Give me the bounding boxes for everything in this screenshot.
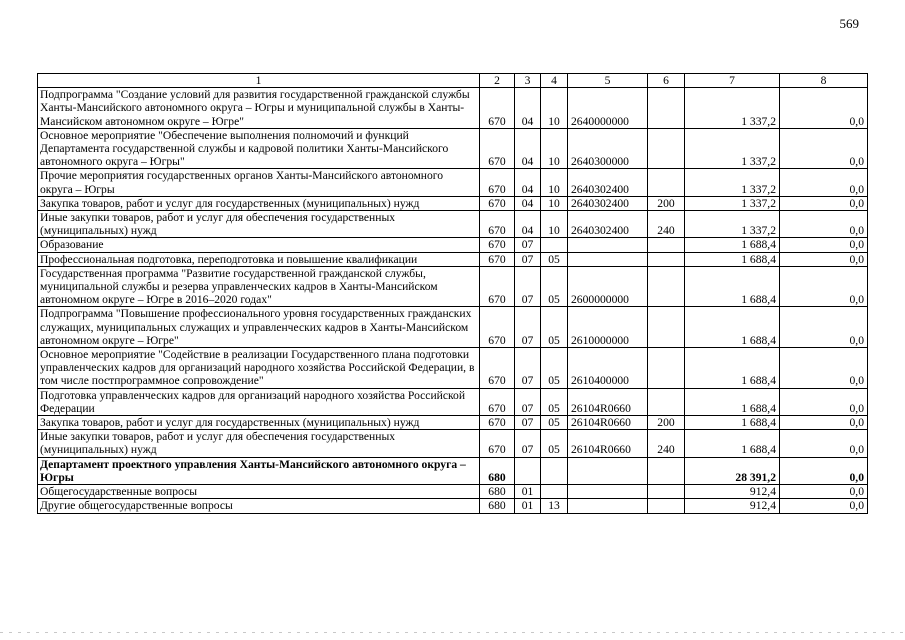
cell-target-article: 2640000000 — [568, 88, 648, 129]
cell-ministry-code: 670 — [480, 307, 515, 348]
cell-amount: 1 688,4 — [685, 348, 780, 389]
header-cell: 3 — [515, 74, 541, 88]
header-cell: 6 — [648, 74, 685, 88]
cell-amount: 1 688,4 — [685, 252, 780, 266]
cell-ministry-code: 670 — [480, 416, 515, 430]
row-name: Подпрограмма "Повышение профессионального уровня государственных гражданских служащих, муниципальных служащих и управленческих кадров в Ханты-Мансийском автономном округе – Югре" — [38, 307, 480, 348]
cell-amount-secondary: 0,0 — [780, 211, 868, 238]
table-row — [38, 88, 868, 129]
cell-amount-secondary: 0,0 — [780, 485, 868, 499]
table-row — [38, 348, 868, 389]
cell-target-article — [568, 499, 648, 513]
row-name: Другие общегосударственные вопросы — [38, 499, 480, 513]
cell-ministry-code: 680 — [480, 499, 515, 513]
cell-target-article — [568, 238, 648, 252]
cell-subsection-code: 10 — [541, 128, 568, 169]
header-cell: 4 — [541, 74, 568, 88]
cell-amount: 1 688,4 — [685, 416, 780, 430]
cell-section-code: 07 — [515, 266, 541, 307]
scan-artifact-line — [0, 632, 905, 633]
row-name: Общегосударственные вопросы — [38, 485, 480, 499]
cell-ministry-code: 670 — [480, 348, 515, 389]
cell-amount-secondary: 0,0 — [780, 307, 868, 348]
cell-ministry-code: 670 — [480, 266, 515, 307]
row-name: Иные закупки товаров, работ и услуг для обеспечения государственных (муниципальных) нужд — [38, 211, 480, 238]
cell-expense-type — [648, 457, 685, 484]
cell-expense-type — [648, 388, 685, 415]
cell-target-article: 2640302400 — [568, 211, 648, 238]
cell-target-article: 26104R0660 — [568, 430, 648, 457]
budget-table — [37, 73, 868, 514]
cell-section-code: 04 — [515, 169, 541, 196]
cell-expense-type — [648, 348, 685, 389]
cell-subsection-code: 13 — [541, 499, 568, 513]
cell-target-article — [568, 457, 648, 484]
table-row — [38, 457, 868, 484]
row-name: Закупка товаров, работ и услуг для государственных (муниципальных) нужд — [38, 196, 480, 210]
table-body — [38, 88, 868, 513]
cell-amount-secondary: 0,0 — [780, 388, 868, 415]
cell-amount-secondary: 0,0 — [780, 238, 868, 252]
row-name: Образование — [38, 238, 480, 252]
cell-target-article: 2640300000 — [568, 128, 648, 169]
cell-section-code: 07 — [515, 388, 541, 415]
cell-amount: 1 688,4 — [685, 430, 780, 457]
cell-amount: 1 337,2 — [685, 211, 780, 238]
cell-expense-type — [648, 499, 685, 513]
table-row — [38, 238, 868, 252]
cell-section-code: 07 — [515, 307, 541, 348]
cell-section-code: 01 — [515, 485, 541, 499]
cell-target-article: 2610400000 — [568, 348, 648, 389]
cell-expense-type — [648, 485, 685, 499]
cell-expense-type — [648, 238, 685, 252]
cell-section-code: 07 — [515, 348, 541, 389]
cell-subsection-code: 05 — [541, 266, 568, 307]
cell-ministry-code: 670 — [480, 196, 515, 210]
cell-section-code: 07 — [515, 252, 541, 266]
header-row — [38, 74, 868, 88]
cell-subsection-code: 05 — [541, 348, 568, 389]
cell-subsection-code: 05 — [541, 416, 568, 430]
cell-target-article — [568, 485, 648, 499]
cell-amount-secondary: 0,0 — [780, 88, 868, 129]
cell-section-code: 04 — [515, 128, 541, 169]
cell-target-article: 26104R0660 — [568, 388, 648, 415]
cell-subsection-code: 10 — [541, 169, 568, 196]
cell-ministry-code: 680 — [480, 485, 515, 499]
cell-section-code: 01 — [515, 499, 541, 513]
header-cell: 7 — [685, 74, 780, 88]
page-number: 569 — [839, 16, 859, 31]
cell-ministry-code: 670 — [480, 238, 515, 252]
cell-expense-type — [648, 128, 685, 169]
cell-subsection-code — [541, 485, 568, 499]
table-row — [38, 196, 868, 210]
header-cell: 5 — [568, 74, 648, 88]
cell-ministry-code: 670 — [480, 88, 515, 129]
cell-section-code: 04 — [515, 196, 541, 210]
cell-ministry-code: 670 — [480, 169, 515, 196]
table-row — [38, 307, 868, 348]
cell-section-code: 07 — [515, 430, 541, 457]
header-cell: 2 — [480, 74, 515, 88]
row-name: Департамент проектного управления Ханты-Мансийского автономного округа – Югры — [38, 457, 480, 484]
table-row — [38, 485, 868, 499]
cell-expense-type — [648, 252, 685, 266]
cell-amount: 1 337,2 — [685, 128, 780, 169]
cell-target-article: 2640302400 — [568, 196, 648, 210]
cell-section-code: 07 — [515, 238, 541, 252]
cell-subsection-code: 10 — [541, 196, 568, 210]
cell-expense-type — [648, 88, 685, 129]
cell-subsection-code: 05 — [541, 252, 568, 266]
cell-amount-secondary: 0,0 — [780, 499, 868, 513]
table-row — [38, 252, 868, 266]
row-name: Основное мероприятие "Содействие в реализации Государственного плана подготовки управленческих кадров для организаций народного хозяйства Российской Федерации, в том числе постпрограммное сопровождение" — [38, 348, 480, 389]
cell-target-article: 26104R0660 — [568, 416, 648, 430]
cell-expense-type: 240 — [648, 211, 685, 238]
cell-amount: 1 337,2 — [685, 196, 780, 210]
cell-section-code: 07 — [515, 416, 541, 430]
table-row — [38, 266, 868, 307]
cell-amount-secondary: 0,0 — [780, 266, 868, 307]
header-cell: 8 — [780, 74, 868, 88]
cell-target-article: 2610000000 — [568, 307, 648, 348]
cell-expense-type — [648, 307, 685, 348]
cell-amount-secondary: 0,0 — [780, 128, 868, 169]
cell-amount: 912,4 — [685, 499, 780, 513]
cell-amount-secondary: 0,0 — [780, 169, 868, 196]
cell-amount: 1 688,4 — [685, 307, 780, 348]
cell-amount: 1 688,4 — [685, 266, 780, 307]
cell-amount: 1 337,2 — [685, 169, 780, 196]
cell-amount-secondary: 0,0 — [780, 348, 868, 389]
cell-amount-secondary: 0,0 — [780, 457, 868, 484]
table-row — [38, 416, 868, 430]
cell-ministry-code: 670 — [480, 211, 515, 238]
cell-subsection-code: 10 — [541, 88, 568, 129]
cell-amount: 28 391,2 — [685, 457, 780, 484]
row-name: Профессиональная подготовка, переподготовка и повышение квалификации — [38, 252, 480, 266]
row-name: Основное мероприятие "Обеспечение выполнения полномочий и функций Департамента государственной службы и кадровой политики Ханты-Мансийского автономного округа – Югры" — [38, 128, 480, 169]
cell-expense-type: 200 — [648, 196, 685, 210]
cell-amount-secondary: 0,0 — [780, 196, 868, 210]
table-row — [38, 169, 868, 196]
row-name: Закупка товаров, работ и услуг для государственных (муниципальных) нужд — [38, 416, 480, 430]
table-row — [38, 388, 868, 415]
table-header — [38, 74, 868, 88]
cell-subsection-code: 05 — [541, 388, 568, 415]
cell-amount-secondary: 0,0 — [780, 416, 868, 430]
cell-expense-type: 200 — [648, 416, 685, 430]
cell-amount: 1 688,4 — [685, 388, 780, 415]
row-name: Подпрограмма "Создание условий для развития государственной гражданской службы Ханты-Мансийского автономного округа – Югры и муниципальной службы в Ханты-Мансийском автономном округе – Югре" — [38, 88, 480, 129]
cell-ministry-code: 670 — [480, 128, 515, 169]
row-name: Иные закупки товаров, работ и услуг для обеспечения государственных (муниципальных) нужд — [38, 430, 480, 457]
cell-amount: 1 688,4 — [685, 238, 780, 252]
cell-section-code: 04 — [515, 88, 541, 129]
table-row — [38, 430, 868, 457]
table-row — [38, 499, 868, 513]
cell-ministry-code: 670 — [480, 388, 515, 415]
cell-section-code — [515, 457, 541, 484]
cell-subsection-code — [541, 457, 568, 484]
cell-target-article: 2600000000 — [568, 266, 648, 307]
table-row — [38, 211, 868, 238]
cell-expense-type: 240 — [648, 430, 685, 457]
cell-expense-type — [648, 266, 685, 307]
cell-ministry-code: 680 — [480, 457, 515, 484]
cell-section-code: 04 — [515, 211, 541, 238]
row-name: Государственная программа "Развитие государственной гражданской службы, муниципальной службы и резерва управленческих кадров в Ханты-Мансийском автономном округе – Югре в 2016–2020 годах" — [38, 266, 480, 307]
cell-subsection-code: 05 — [541, 307, 568, 348]
cell-subsection-code: 10 — [541, 211, 568, 238]
cell-target-article — [568, 252, 648, 266]
cell-amount: 1 337,2 — [685, 88, 780, 129]
row-name: Подготовка управленческих кадров для организаций народного хозяйства Российской Федерации — [38, 388, 480, 415]
cell-amount: 912,4 — [685, 485, 780, 499]
table-row — [38, 128, 868, 169]
row-name: Прочие мероприятия государственных органов Ханты-Мансийского автономного округа – Югры — [38, 169, 480, 196]
cell-ministry-code: 670 — [480, 430, 515, 457]
cell-amount-secondary: 0,0 — [780, 430, 868, 457]
cell-expense-type — [648, 169, 685, 196]
cell-target-article: 2640302400 — [568, 169, 648, 196]
header-cell: 1 — [38, 74, 480, 88]
cell-ministry-code: 670 — [480, 252, 515, 266]
cell-subsection-code: 05 — [541, 430, 568, 457]
cell-subsection-code — [541, 238, 568, 252]
cell-amount-secondary: 0,0 — [780, 252, 868, 266]
